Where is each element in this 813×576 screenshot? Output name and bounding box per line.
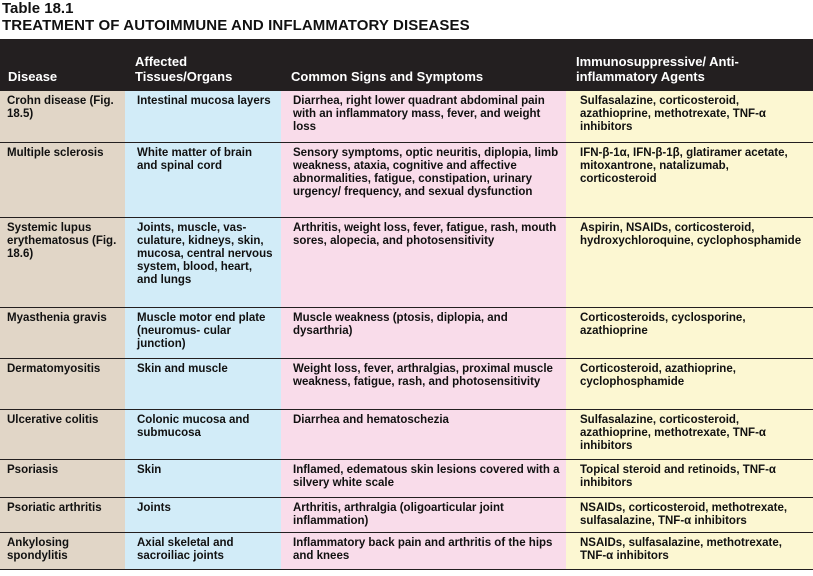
table-row <box>0 459 813 497</box>
agents-cell: Aspirin, NSAIDs, corticosteroid, hydroxychloroquine, cyclophosphamide <box>566 217 813 307</box>
disease-cell: Myasthenia gravis <box>0 307 125 358</box>
signs-cell: Arthritis, arthralgia (oligoarticular joint inflammation) <box>281 497 566 532</box>
header-tissues: Affected Tissues/Organs <box>125 39 281 90</box>
signs-cell: Sensory symptoms, optic neuritis, diplopia, limb weakness, ataxia, cognitive and affective abnormalities, fatigue, constipation, urinary urgency/ frequency, and sexual dysfunction <box>281 142 566 217</box>
tissues-cell: White matter of brain and spinal cord <box>125 142 281 217</box>
disease-cell: Ulcerative colitis <box>0 409 125 459</box>
tissues-cell: Joints, muscle, vas- culature, kidneys, skin, mucosa, central nervous system, blood, heart, and lungs <box>125 217 281 307</box>
table-number: Table 18.1 <box>2 0 74 17</box>
table-row <box>0 409 813 459</box>
disease-cell: Dermatomyositis <box>0 358 125 409</box>
agents-cell: Topical steroid and retinoids, TNF-α inhibitors <box>566 459 813 497</box>
agents-cell: Corticosteroid, azathioprine, cyclophosphamide <box>566 358 813 409</box>
signs-cell: Inflamed, edematous skin lesions covered with a silvery white scale <box>281 459 566 497</box>
tissues-cell: Colonic mucosa and submucosa <box>125 409 281 459</box>
tissues-cell: Intestinal mucosa layers <box>125 90 281 142</box>
agents-cell: Sulfasalazine, corticosteroid, azathioprine, methotrexate, TNF-α inhibitors <box>566 409 813 459</box>
signs-cell: Inflammatory back pain and arthritis of the hips and knees <box>281 532 566 569</box>
disease-cell: Multiple sclerosis <box>0 142 125 217</box>
signs-cell: Diarrhea and hematoschezia <box>281 409 566 459</box>
disease-cell: Systemic lupus erythematosus (Fig. 18.6) <box>0 217 125 307</box>
tissues-cell: Skin <box>125 459 281 497</box>
treatment-table <box>0 39 813 570</box>
table-row <box>0 307 813 358</box>
header-disease: Disease <box>0 39 125 90</box>
tissues-cell: Joints <box>125 497 281 532</box>
tissues-cell: Skin and muscle <box>125 358 281 409</box>
agents-cell: Corticosteroids, cyclosporine, azathioprine <box>566 307 813 358</box>
header-signs: Common Signs and Symptoms <box>281 39 566 90</box>
table-row <box>0 532 813 569</box>
table-row <box>0 142 813 217</box>
table-title: TREATMENT OF AUTOIMMUNE AND INFLAMMATORY DISEASES <box>2 17 470 34</box>
tissues-cell: Axial skeletal and sacroiliac joints <box>125 532 281 569</box>
disease-cell: Psoriatic arthritis <box>0 497 125 532</box>
signs-cell: Muscle weakness (ptosis, diplopia, and dysarthria) <box>281 307 566 358</box>
agents-cell: IFN-β-1α, IFN-β-1β, glatiramer acetate, mitoxantrone, natalizumab, corticosteroid <box>566 142 813 217</box>
agents-cell: NSAIDs, sulfasalazine, methotrexate, TNF-α inhibitors <box>566 532 813 569</box>
signs-cell: Weight loss, fever, arthralgias, proximal muscle weakness, fatigue, rash, and photosensitivity <box>281 358 566 409</box>
signs-cell: Diarrhea, right lower quadrant abdominal pain with an inflammatory mass, fever, and weight loss <box>281 90 566 142</box>
disease-cell: Psoriasis <box>0 459 125 497</box>
tissues-cell: Muscle motor end plate (neuromus- cular junction) <box>125 307 281 358</box>
table-row <box>0 217 813 307</box>
agents-cell: NSAIDs, corticosteroid, methotrexate, sulfasalazine, TNF-α inhibitors <box>566 497 813 532</box>
header-agents: Immunosuppressive/ Anti-inflammatory Agents <box>566 39 813 90</box>
header-row <box>0 39 813 90</box>
signs-cell: Arthritis, weight loss, fever, fatigue, rash, mouth sores, alopecia, and photosensitivity <box>281 217 566 307</box>
disease-cell: Crohn disease (Fig. 18.5) <box>0 90 125 142</box>
agents-cell: Sulfasalazine, corticosteroid, azathioprine, methotrexate, TNF-α inhibitors <box>566 90 813 142</box>
table-row <box>0 497 813 532</box>
disease-cell: Ankylosing spondylitis <box>0 532 125 569</box>
table-row <box>0 90 813 142</box>
table-row <box>0 358 813 409</box>
